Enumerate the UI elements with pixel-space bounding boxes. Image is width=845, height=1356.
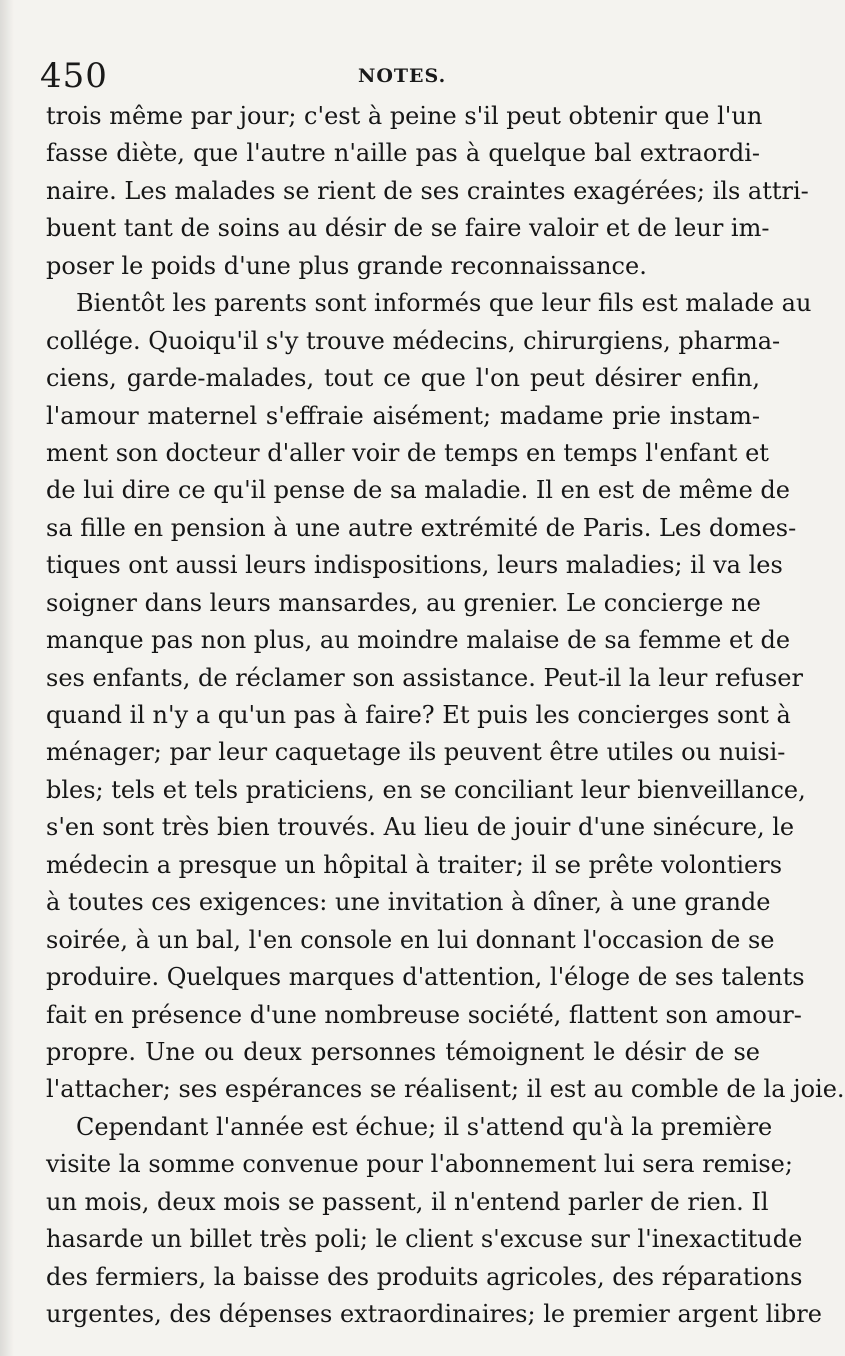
text-line: poser le poids d'une plus grande reconnaissance. [46, 251, 647, 280]
text-line: Bientôt les parents sont informés que leur fils est malade au [76, 289, 812, 318]
text-line: bles; tels et tels praticiens, en se conciliant leur bienveillance, [46, 775, 806, 804]
running-head: NOTES. [358, 65, 447, 87]
text-line: ciens, garde-malades, tout ce que l'on peut désirer enfin, [46, 364, 760, 393]
text-line: soirée, à un bal, l'en console en lui donnant l'occasion de se [46, 925, 775, 954]
text-line: médecin a presque un hôpital à traiter; il se prête volontiers [46, 850, 783, 879]
text-line: propre. Une ou deux personnes témoignent le désir de se [46, 1037, 760, 1066]
text-line: produire. Quelques marques d'attention, l'éloge de ses talents [46, 963, 805, 992]
body-text [46, 98, 845, 1333]
text-line: s'en sont très bien trouvés. Au lieu de jouir d'une sinécure, le [46, 813, 795, 842]
text-line: quand il n'y a qu'un pas à faire? Et puis les concierges sont à [46, 701, 791, 729]
page-header [0, 54, 800, 98]
text-line: des fermiers, la baisse des produits agricoles, des réparations [46, 1262, 803, 1291]
paragraph [46, 1109, 822, 1334]
text-line: fasse diète, que l'autre n'aille pas à quelque bal extraordi- [46, 139, 760, 168]
text-line: urgentes, des dépenses extraordinaires; le premier argent libre [46, 1300, 822, 1328]
text-line: l'attacher; ses espérances se réalisent; il est au comble de la joie. [46, 1075, 845, 1104]
text-line: naire. Les malades se rient de ses craintes exagérées; ils attri- [46, 176, 809, 205]
page-number: 450 [40, 56, 108, 96]
text-line: un mois, deux mois se passent, il n'entend parler de rien. Il [46, 1187, 769, 1216]
text-line: visite la somme convenue pour l'abonnement lui sera remise; [46, 1150, 793, 1179]
text-line: trois même par jour; c'est à peine s'il peut obtenir que l'un [46, 102, 763, 130]
text-line: à toutes ces exigences: une invitation à dîner, à une grande [46, 888, 771, 917]
text-line: sa fille en pension à une autre extrémité de Paris. Les domes- [46, 513, 797, 542]
text-line: ménager; par leur caquetage ils peuvent être utiles ou nuisi- [46, 738, 786, 767]
paragraph [46, 98, 809, 285]
text-line: soigner dans leurs mansardes, au grenier. Le concierge ne [46, 588, 761, 617]
paragraph [46, 285, 845, 1109]
text-line: buent tant de soins au désir de se faire valoir et de leur im- [46, 214, 770, 243]
text-line: ment son docteur d'aller voir de temps en temps l'enfant et [46, 438, 769, 467]
text-line: manque pas non plus, au moindre malaise de sa femme et de [46, 626, 791, 655]
text-line: collége. Quoiqu'il s'y trouve médecins, chirurgiens, pharma- [46, 326, 781, 355]
text-line: tiques ont aussi leurs indispositions, leurs maladies; il va les [46, 551, 783, 580]
text-line: Cependant l'année est échue; il s'attend qu'à la première [76, 1112, 773, 1141]
text-line: hasarde un billet très poli; le client s'excuse sur l'inexactitude [46, 1225, 803, 1254]
text-line: de lui dire ce qu'il pense de sa maladie. Il en est de même de [46, 476, 790, 505]
text-line: fait en présence d'une nombreuse société, flattent son amour- [46, 1000, 802, 1029]
text-line: ses enfants, de réclamer son assistance. Peut-il la leur refuser [46, 663, 803, 692]
text-line: l'amour maternel s'effraie aisément; madame prie instam- [46, 401, 760, 430]
